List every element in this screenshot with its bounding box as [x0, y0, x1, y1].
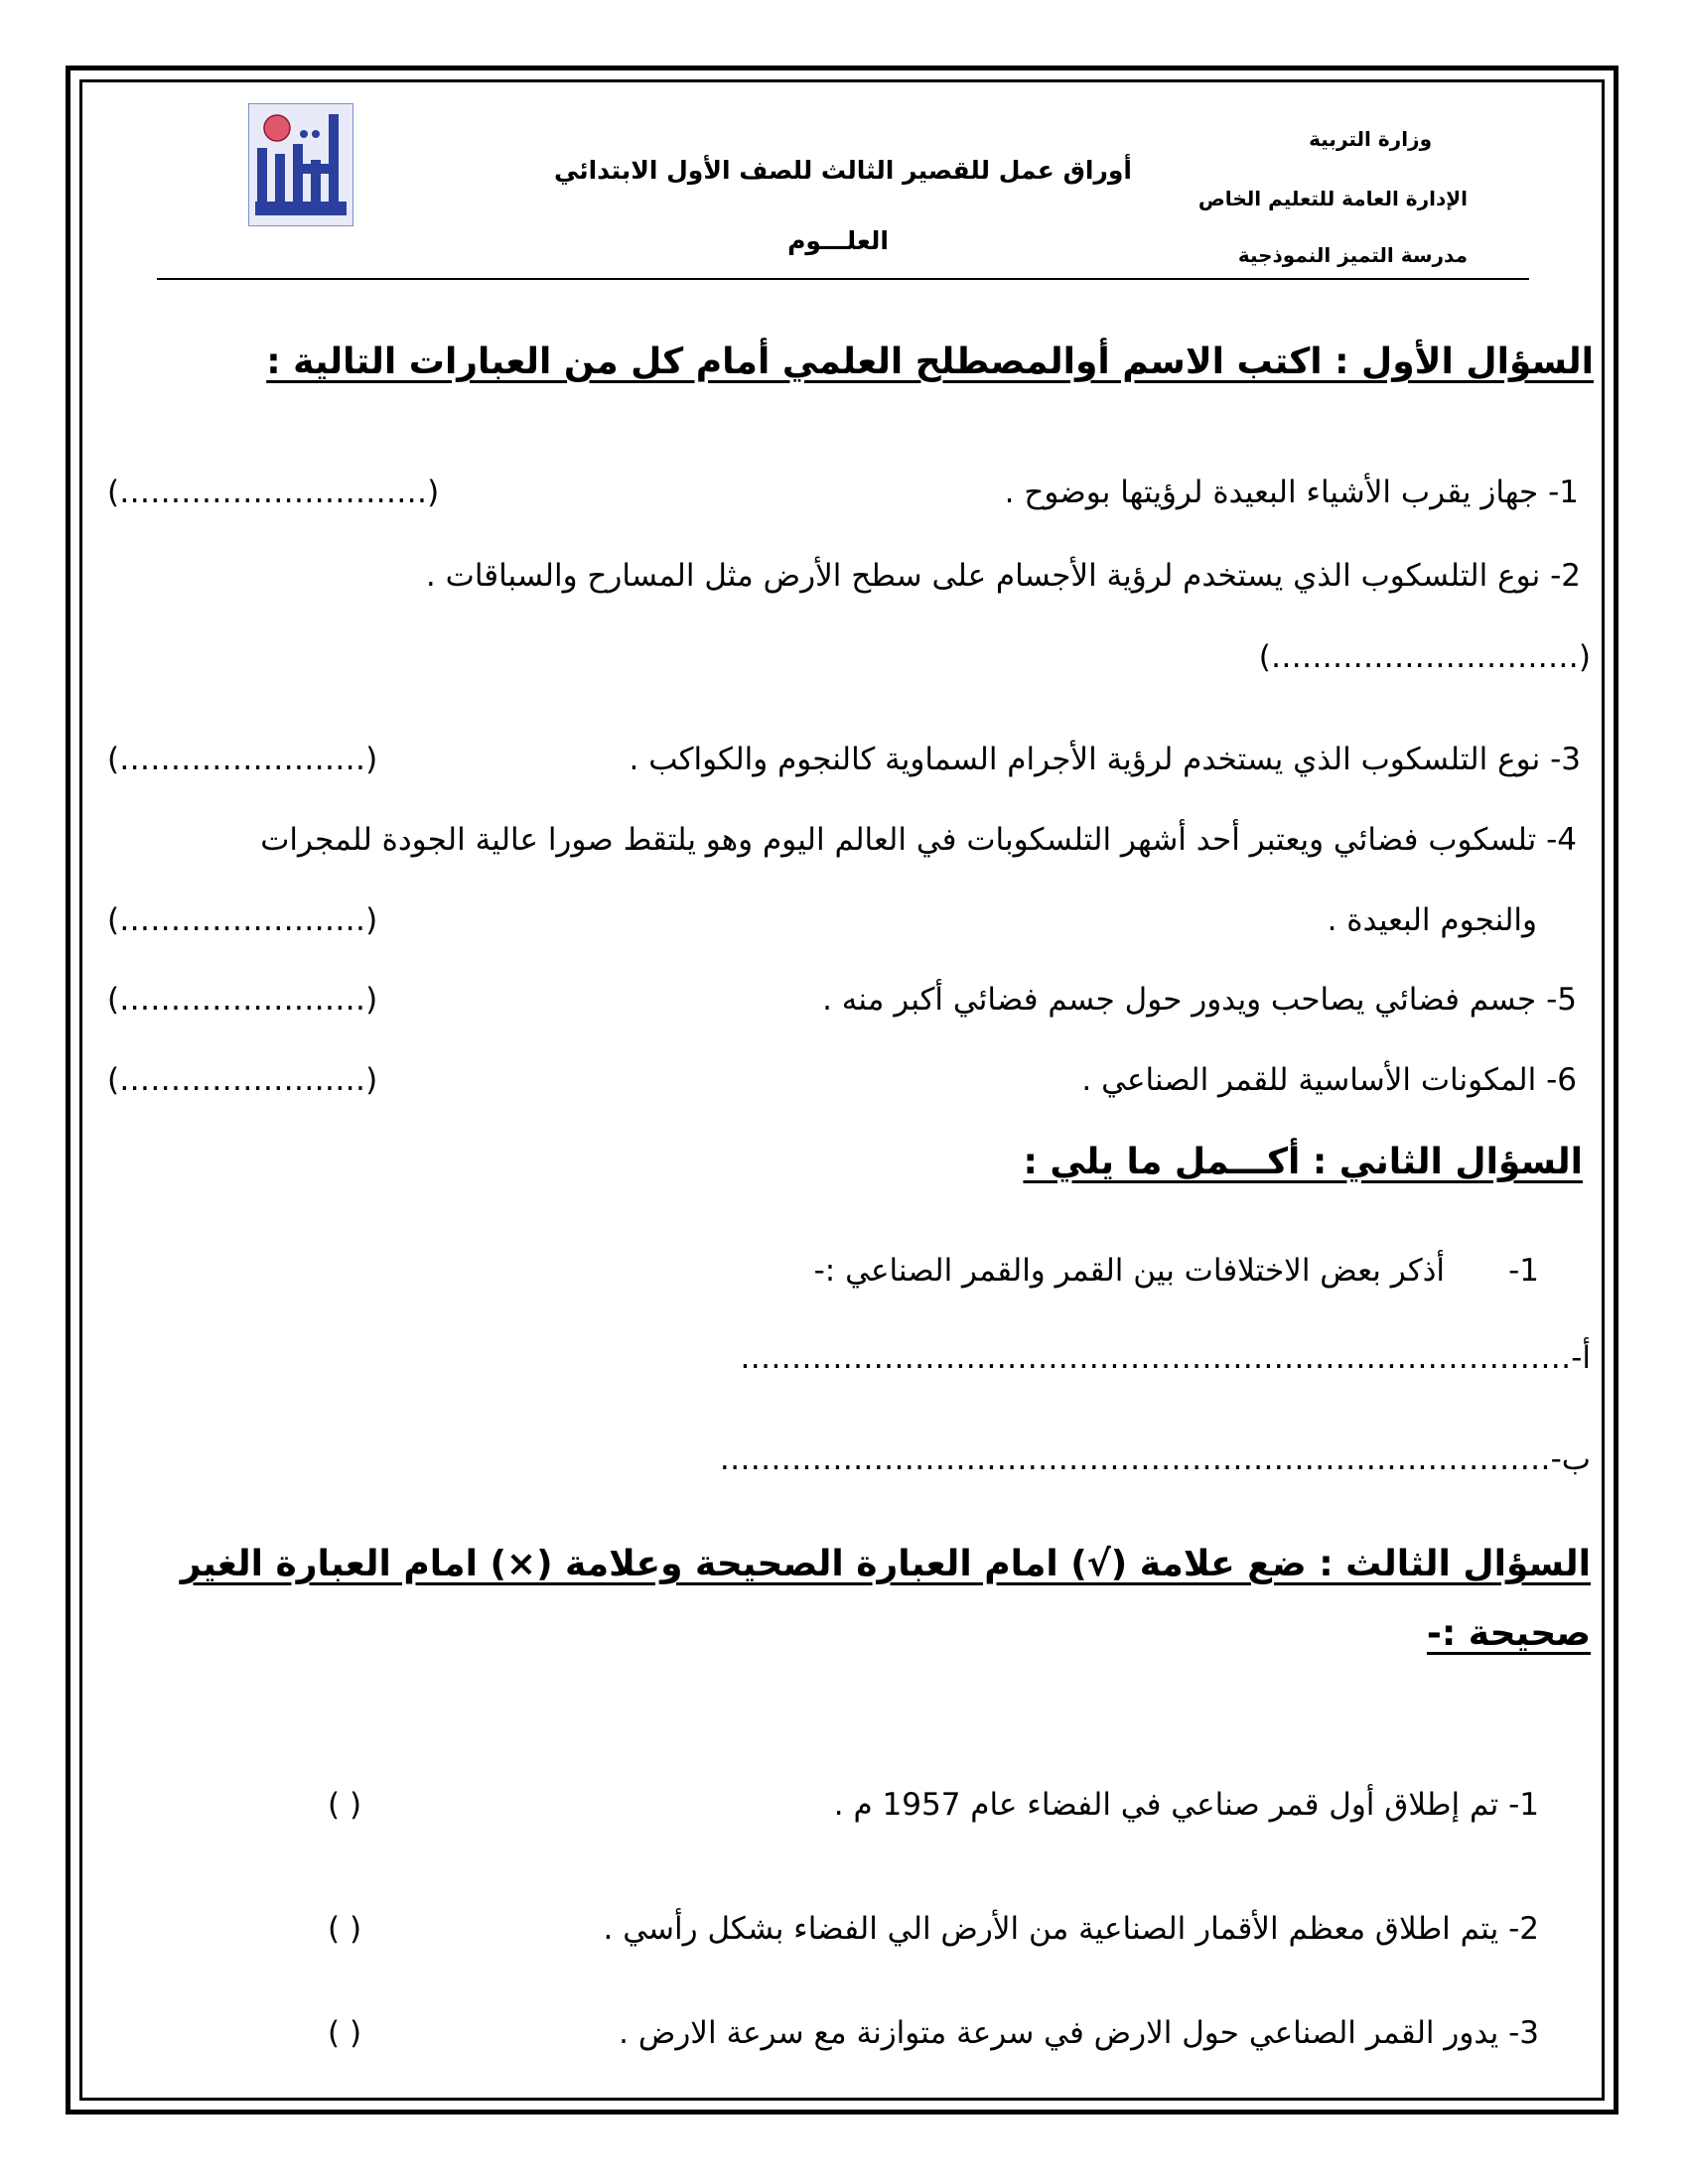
q3-item-1-box[interactable]: ( ): [328, 1787, 362, 1823]
school-logo: [248, 103, 353, 226]
q3-item-3-box[interactable]: ( ): [328, 2015, 362, 2051]
q1-item-2: 2- نوع التلسكوب الذي يستخدم لرؤية الأجسام على سطح الأرض مثل المسارح والسباقات .: [425, 558, 1581, 594]
q1-item-6-blank[interactable]: (……………………): [107, 1062, 378, 1098]
q1-item-4-blank[interactable]: (……………………): [107, 902, 378, 938]
question-1-title: السؤال الأول : اكتب الاسم أوالمصطلح العلمي أمام كل من العبارات التالية :: [266, 341, 1594, 382]
q3-item-1: 1- تم إطلاق أول قمر صناعي في الفضاء عام 1957 م .: [833, 1787, 1539, 1823]
q3-item-2-box[interactable]: ( ): [328, 1911, 362, 1947]
q1-item-2-blank[interactable]: (…………………………): [1258, 639, 1591, 675]
header-divider: [157, 278, 1529, 280]
school-logo-mark: [249, 104, 352, 225]
question-3-title: السؤال الثالث : ضع علامة (√) امام العبارة الصحيحة وعلامة (×) امام العبارة الغير: [180, 1544, 1591, 1584]
q1-item-6: 6- المكونات الأساسية للقمر الصناعي .: [1081, 1062, 1577, 1098]
q1-item-5-blank[interactable]: (……………………): [107, 982, 378, 1018]
ministry-name: وزارة التربية: [1309, 127, 1432, 151]
school-name: مدرسة التميز النموذجية: [1237, 243, 1468, 267]
q2-prompt: أذكر بعض الاختلافات بين القمر والقمر الصناعي :-: [813, 1253, 1445, 1289]
q1-item-1-blank[interactable]: (…………………………): [107, 475, 440, 510]
q2-answer-line-a[interactable]: أ-………………………………………………………………………: [740, 1340, 1591, 1376]
q1-item-4-line2: والنجوم البعيدة .: [1327, 902, 1537, 938]
question-2-title: السؤال الثاني : أكـــمل ما يلي :: [1023, 1142, 1583, 1182]
subject-title: العلـــوم: [787, 226, 889, 255]
q1-item-3: 3- نوع التلسكوب الذي يستخدم لرؤية الأجرام السماوية كالنجوم والكواكب .: [629, 742, 1581, 777]
question-3-title-line2: صحيحة :-: [1426, 1613, 1591, 1654]
q2-answer-line-b[interactable]: ب-………………………………………………………………………: [719, 1441, 1591, 1477]
q3-item-3: 3- يدور القمر الصناعي حول الارض في سرعة متوازنة مع سرعة الارض .: [619, 2015, 1539, 2051]
q2-prompt-number: 1-: [1508, 1253, 1539, 1289]
q1-item-4: 4- تلسكوب فضائي ويعتبر أحد أشهر التلسكوبات في العالم اليوم وهو يلتقط صورا عالية الجودة للمجرات: [260, 822, 1577, 858]
q1-item-1: 1- جهاز يقرب الأشياء البعيدة لرؤيتها بوضوح .: [1004, 475, 1579, 510]
q1-item-5: 5- جسم فضائي يصاحب ويدور حول جسم فضائي أكبر منه .: [822, 982, 1577, 1018]
department-name: الإدارة العامة للتعليم الخاص: [1197, 187, 1468, 210]
school-logo-text: [352, 104, 353, 105]
q3-item-2: 2- يتم اطلاق معظم الأقمار الصناعية من الأرض الي الفضاء بشكل رأسي .: [603, 1911, 1539, 1947]
worksheet-title: أوراق عمل للقصير الثالث للصف الأول الابتدائي: [553, 156, 1132, 185]
q1-item-3-blank[interactable]: (……………………): [107, 742, 378, 777]
